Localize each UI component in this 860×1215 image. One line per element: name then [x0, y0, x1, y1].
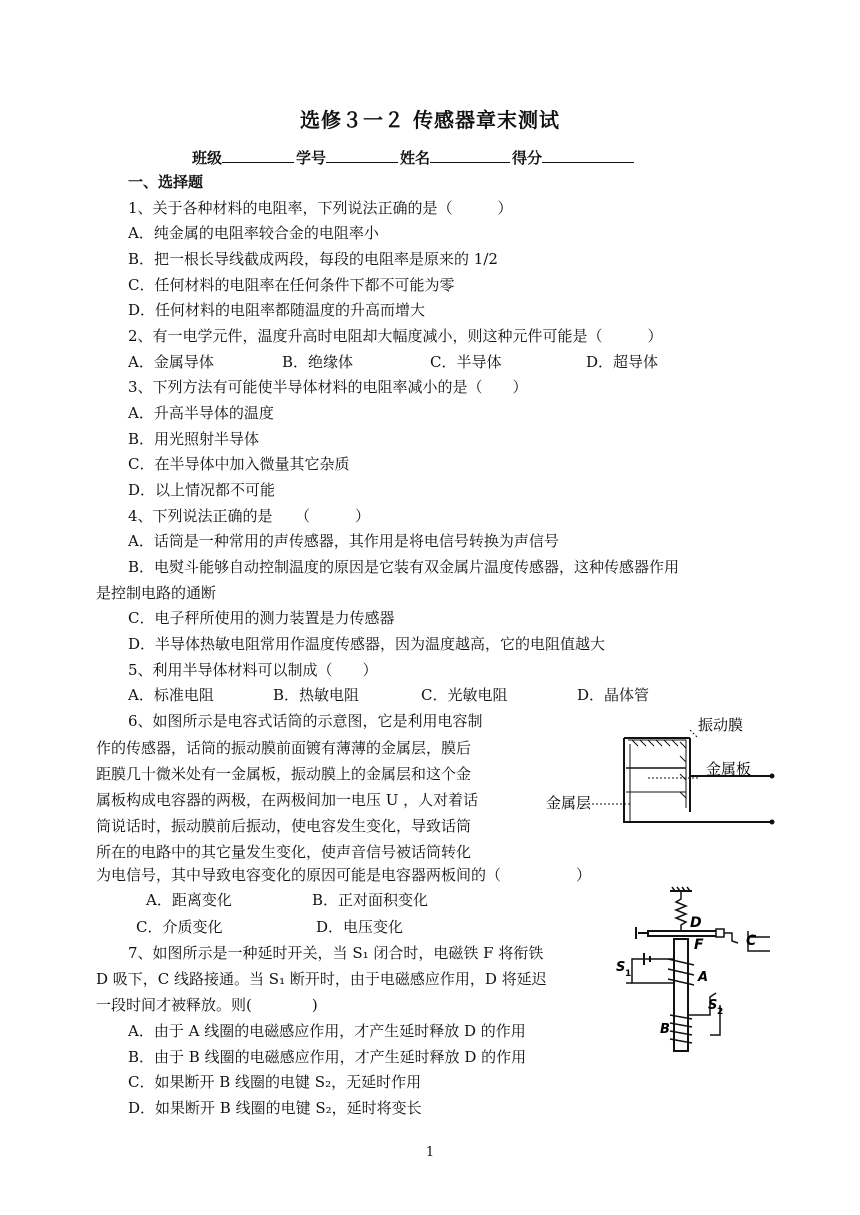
q7-option-c: C．如果断开 B 线圈的电键 S₂，无延时作用 [128, 1073, 422, 1091]
q4-option-d: D．半导体热敏电阻常用作温度传感器，因为温度越高，它的电阻值越大 [128, 635, 606, 653]
label-S1-sub: 1 [625, 969, 632, 979]
page-number: 1 [425, 1145, 435, 1160]
label-S2-sub: 2 [717, 1007, 724, 1017]
q7-line-1: 7、如图所示是一种延时开关，当 S₁ 闭合时，电磁铁 F 将衔铁 [128, 944, 544, 962]
label-D: D [690, 915, 702, 931]
class-label: 班级 [192, 149, 223, 167]
q7-option-a: A．由于 A 线圈的电磁感应作用，才产生延时释放 D 的作用 [128, 1022, 526, 1040]
q6-line-1: 6、如图所示是电容式话筒的示意图，它是利用电容制 [128, 712, 483, 730]
q1-option-c: C．任何材料的电阻率在任何条件下都不可能为零 [128, 276, 455, 294]
q2-option-d: D．超导体 [586, 353, 659, 371]
q6-option-c: C．介质变化 [136, 918, 223, 936]
q6-line-4: 属板构成电容器的两极，在两极间加一电压 U ，人对着话 [96, 791, 479, 809]
q2-option-c: C．半导体 [430, 353, 502, 371]
q5-option-b: B．热敏电阻 [273, 686, 360, 704]
q1-option-d: D．任何材料的电阻率都随温度的升高而增大 [128, 301, 426, 319]
score-blank[interactable] [542, 148, 634, 163]
q1-option-b: B．把一根长导线截成两段，每段的电阻率是原来的 1/2 [128, 250, 498, 268]
q6-line-6: 所在的电路中的其它量发生变化，使声音信号被话筒转化 [96, 843, 472, 861]
q6-line-5: 筒说话时，振动膜前后振动，使电容发生变化，导致话筒 [96, 817, 472, 835]
section-heading: 一、选择题 [128, 173, 204, 191]
page-title: 选修３一２ 传感器章末测试 [300, 108, 560, 132]
label-S1: S [616, 960, 626, 975]
id-label: 学号 [296, 149, 327, 167]
q6-line-7: 为电信号，其中导致电容变化的原因可能是电容器两板间的（ ） [96, 866, 592, 884]
q1-option-a: A．纯金属的电阻率较合金的电阻率小 [128, 224, 379, 242]
membrane-label: 振动膜 [698, 716, 744, 734]
label-A: A [698, 970, 709, 985]
q7-option-b: B．由于 B 线圈的电磁感应作用，才产生延时释放 D 的作用 [128, 1048, 527, 1066]
q4-stem: 4、下列说法正确的是 （ ） [128, 507, 371, 525]
q7-line-2: D 吸下，C 线路接通。当 S₁ 断开时，由于电磁感应作用，D 将延迟 [96, 970, 547, 988]
q6-option-a: A．距离变化 [146, 891, 232, 909]
q2-option-a: A．金属导体 [128, 353, 214, 371]
q2-option-b: B．绝缘体 [282, 353, 354, 371]
layer-label: 金属层 [546, 794, 592, 812]
q5-stem: 5、利用半导体材料可以制成（ ） [128, 661, 378, 679]
score-label: 得分 [512, 149, 543, 167]
id-blank[interactable] [326, 148, 398, 163]
label-S2: S [708, 998, 718, 1013]
q7-option-d: D．如果断开 B 线圈的电键 S₂，延时将变长 [128, 1099, 422, 1117]
q5-option-a: A．标准电阻 [128, 686, 214, 704]
q4-option-a: A．话筒是一种常用的声传感器，其作用是将电信号转换为声信号 [128, 532, 559, 550]
label-F: F [694, 937, 704, 953]
name-blank[interactable] [430, 148, 510, 163]
microphone-diagram [540, 712, 780, 852]
q3-option-a: A．升高半导体的温度 [128, 404, 274, 422]
class-blank[interactable] [222, 148, 294, 163]
q6-option-d: D．电压变化 [316, 918, 404, 936]
q4-option-b: B．电熨斗能够自动控制温度的原因是它装有双金属片温度传感器，这种传感器作用 [128, 558, 680, 576]
q3-option-c: C．在半导体中加入微量其它杂质 [128, 455, 350, 473]
q3-option-b: B．用光照射半导体 [128, 430, 260, 448]
q6-line-3: 距膜几十微米处有一金属板，振动膜上的金属层和这个金 [96, 765, 472, 783]
student-info-line [192, 147, 692, 168]
q1-stem: 1、关于各种材料的电阻率，下列说法正确的是（ ） [128, 199, 513, 217]
label-C: C [746, 933, 757, 949]
q6-line-2: 作的传感器，话筒的振动膜前面镀有薄薄的金属层，膜后 [96, 739, 472, 757]
q4-option-c: C．电子秤所使用的测力装置是力传感器 [128, 609, 395, 627]
q2-stem: 2、有一电学元件，温度升高时电阻却大幅度减小，则这种元件可能是（ ） [128, 327, 663, 345]
q6-option-b: B．正对面积变化 [312, 891, 429, 909]
plate-label: 金属板 [706, 760, 752, 778]
name-label: 姓名 [400, 149, 431, 167]
q5-option-d: D．晶体管 [577, 686, 650, 704]
delay-switch-diagram [612, 885, 772, 1065]
q3-stem: 3、下列方法有可能使半导体材料的电阻率减小的是（ ） [128, 378, 528, 396]
label-B: B [660, 1022, 670, 1037]
q7-line-3: 一段时间才被释放。则( ) [96, 996, 318, 1014]
q5-option-c: C．光敏电阻 [421, 686, 508, 704]
q4-option-b-cont: 是控制电路的通断 [96, 584, 217, 602]
q3-option-d: D．以上情况都不可能 [128, 481, 276, 499]
